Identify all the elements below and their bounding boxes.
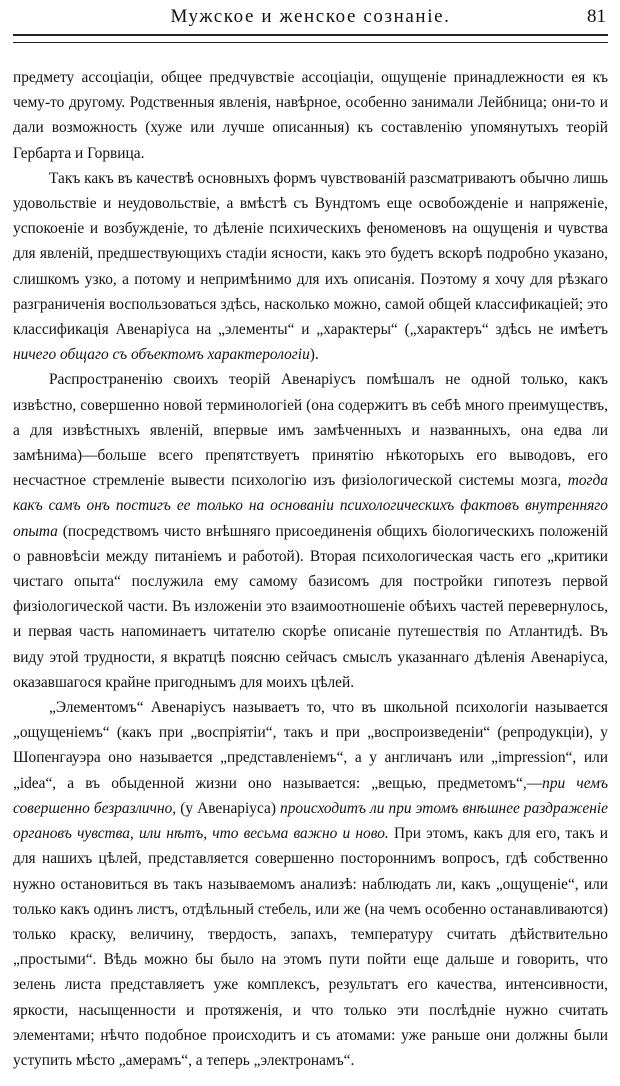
running-title: Мужское и женское сознаніе.: [170, 6, 451, 27]
body-text: [13, 65, 608, 1073]
header-rule: [13, 34, 608, 43]
text-run: (посредствомъ чисто внѣшняго присоединенія общихъ біологическихъ положеній о равновѣсіи между питаніемъ и работой). Вторая психологическая часть его „критики чистаго опыта“ послужила ему самому базисомъ для постройки гипотезъ первой физіологической части. Въ изложеніи это взаимоотношеніе обѣихъ частей перевернулось, и первая часть напоминаетъ читателю скорѣе описаніе путешествія по Атлантидѣ. Въ виду этой трудности, я вкратцѣ поясню сейчасъ смыслъ указаннаго дѣленія Авенаріуса, оказавшагося крайне пригоднымъ для моихъ цѣлей.: [13, 522, 608, 691]
text-run: При этомъ, какъ для его, такъ и для нашихъ цѣлей, представляется совершенно постороннимъ вопросъ, гдѣ собственно нужно остановиться въ такъ называемомъ анализѣ: наблюдать ли, какъ „ощущеніе“, или только какъ одинъ листъ, отдѣльный стебель, или же (на чемъ особенно останавливаются) только краску, величину, твердость, запахъ, температуру считать дѣйствительно „простыми“. Вѣдь можно бы было на этомъ пути пойти еще дальше и говорить, что зелень листа представляетъ уже комплексъ, результатъ его качества, интенсивности, яркости, насыщенности и протяженія, и что только эти послѣдніе нужно считать элементами; нѣчто подобное происходитъ и съ атомами: уже раньше они должны были уступить мѣсто „амерамъ“, а теперь „электронамъ“.: [13, 825, 608, 1069]
paragraph: [13, 166, 608, 368]
emphasized-text: происходитъ ли при этомъ внѣшнее раздраженіе органовъ чувства, или нѣтъ, что весьма важно и ново.: [13, 799, 608, 843]
running-header: [13, 6, 608, 32]
paragraph: [13, 367, 608, 695]
paragraph: [13, 695, 608, 1073]
text-run: Такъ какъ въ качествѣ основныхъ формъ чувствованій разсматриваютъ обычно лишь удовольствіе и неудовольствіе, а вмѣстѣ съ Вундтомъ еще освобожденіе и напряженіе, успокоеніе и возбужденіе, то дѣленіе психическихъ феноменовъ на ощущенія и чувства для явленій, предшествующихъ стадіи ясности, какъ это будетъ вскорѣ подробно указано, слишкомъ узко, а потому и непримѣнимо для ихъ описанія. Поэтому я хочу для рѣзкаго разграниченія воспользоваться здѣсь, насколько можно, самой общей классификаціей; это классификація Авенаріуса на „элементы“ и „характеры“ („характеръ“ здѣсь не имѣетъ: [13, 169, 608, 339]
text-run: Распространенію своихъ теорій Авенаріусъ помѣшалъ не одной только, какъ извѣстно, совершенно новой терминологіей (она содержитъ въ себѣ много преимуществъ, а для извѣстныхъ явленій, впервые имъ замѣченныхъ и названныхъ, она едва ли замѣнима)—больше всего препятствуетъ принятію нѣкоторыхъ его выводовъ, его несчастное стремленіе вывести психологію изъ физіологической системы мозга,: [13, 371, 608, 490]
emphasized-text: ничего общаго съ объектомъ характерологіи: [13, 346, 310, 364]
emphasized-text: тогда какъ самъ онъ постигъ ее только на основаніи психологическихъ фактовъ внутренняго опыта: [13, 472, 608, 540]
text-run: ).: [309, 346, 319, 364]
text-run: (у Авенаріуса): [176, 799, 281, 817]
text-run: предмету ассоціаціи, общее предчувствіе ассоціаціи, ощущеніе принадлежности ея къ чему-то другому. Родственныя явленія, навѣрное, особенно занимали Лейбница; они-то и дали возможность (хуже или лучше описанныя) къ составленію упомянутыхъ теорій Гербарта и Горвица.: [13, 69, 608, 162]
emphasized-text: при чемъ совершенно безразлично,: [13, 774, 608, 817]
paragraph: [13, 65, 608, 166]
text-run: „Элементомъ“ Авенаріусъ называетъ то, что въ школьной психологіи называется „ощущеніемъ“ (какъ при „воспріятіи“, такъ и при „воспроизведеніи“ (репродукціи), у Шопенгауэра оно называется „представленіемъ“, а у англичанъ или „impression“, или „idea“, а въ обыденной жизни оно называется: „вещью, предметомъ“,—: [13, 699, 608, 792]
page-number: 81: [587, 6, 606, 27]
